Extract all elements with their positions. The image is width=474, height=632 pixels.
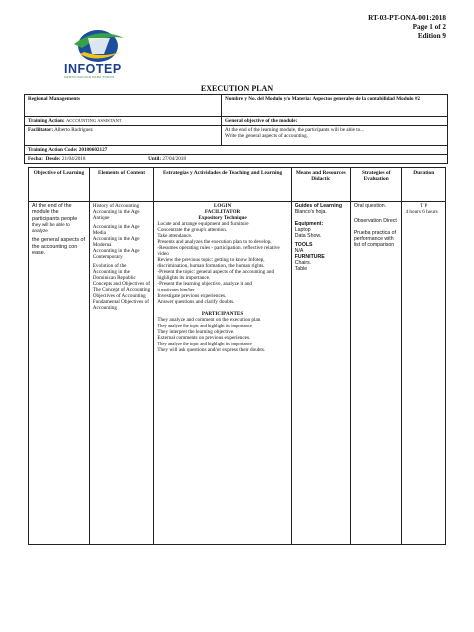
expository-heading: Expository Technique — [198, 215, 247, 221]
datashow-text: Data Show. — [294, 233, 322, 239]
oral-question: Oral question. — [353, 203, 387, 209]
participants-heading: PARTICIPANTES — [201, 311, 244, 317]
facilitator-heading: FACILITATOR — [204, 209, 241, 215]
duration-column — [402, 202, 446, 545]
table-text: Table — [294, 266, 308, 272]
logo-subtext: CERTIFICACION PARA TODOS — [64, 75, 115, 79]
guides-label: Guides of Learning — [294, 203, 343, 209]
furniture-label: FURNITURE — [294, 254, 325, 260]
fecha-label: Fecha: — [28, 156, 43, 162]
training-action-value: ACCOUNTING ASSISTANT — [65, 118, 122, 123]
participant-item: They interpret the learning objective. — [157, 329, 235, 335]
header-means: Means and Resources Didactic — [291, 168, 350, 202]
element-item: Accounting in the Age Media — [92, 224, 140, 236]
element-item: Accounting in the Age Antique — [92, 209, 140, 221]
plan-table — [28, 167, 446, 545]
header-evaluation: Strategies of Evaluation — [350, 168, 402, 202]
strategy-item: Take attendance. — [157, 233, 193, 239]
participant-item: External comments on previous experiences. — [157, 335, 251, 341]
tools-label: TOOLS — [294, 242, 313, 248]
dates-cell — [25, 155, 448, 164]
module-cell — [222, 95, 448, 117]
practice-test: Prueba practica of performance with list of comparison — [353, 230, 396, 248]
objective-label: General objective of the module: — [222, 117, 448, 126]
element-item: Accounting in the Age Moderna — [92, 236, 140, 248]
header-strategies: Estrategias y Actividades de Teaching and Learning — [154, 168, 291, 202]
evaluation-column — [350, 202, 402, 545]
doc-code: RT-03-PT-ONA-001:2018 — [368, 14, 446, 22]
element-item: History of Accounting — [92, 203, 140, 209]
strategy-item: Answer questions and clarify doubts. — [157, 299, 235, 305]
objective-text-1: At the end of the module the participants people — [32, 203, 78, 222]
desde-label: Desde: — [45, 156, 61, 162]
training-action-label: Training Action: — [28, 118, 65, 124]
participant-item: They will ask questions and/or express their doubts. — [157, 347, 266, 353]
element-item: Concepts and Objectives of The Concept of Accounting Objectives of Accounting — [92, 281, 151, 299]
elements-column — [89, 202, 154, 545]
equipment-label: Equipment: — [294, 221, 324, 227]
document-code-block — [368, 14, 446, 41]
facilitator-value: Alberto Rodriguez — [54, 127, 93, 133]
desde-value: 21/04/2018 — [61, 156, 86, 162]
strategy-item: -Resumes operating rules - participation. reflective relative video — [157, 245, 280, 257]
until-value: 27/04/2018 — [162, 156, 186, 162]
laptop-text: Laptop — [294, 227, 311, 233]
duration-hours: 4 hours 6 hours — [405, 209, 438, 215]
participant-item: They analyze and comment on the execution plan — [157, 317, 261, 323]
objective-text-3: the general aspects of the accounting con ease. — [32, 237, 86, 257]
strategy-item: Review the previous topic: getting to know Infotep, discrimination, human formation, the human rights. — [157, 257, 265, 269]
objective-line-2: Write the general aspects of accounting. — [225, 133, 309, 139]
logo-text: INFOTEP — [64, 62, 122, 76]
observation-direct: Observation Direct — [353, 218, 397, 224]
regional-label: Regional Managements — [25, 95, 222, 117]
element-item: Evolution of the Accounting in the Dominican Republic — [92, 263, 136, 281]
header-duration: Duration — [402, 168, 446, 202]
module-value: Aspectos generales de la contabilidad Modulo #2 — [312, 96, 421, 102]
strategy-item: it motivates him/her — [157, 287, 195, 292]
strategies-column — [154, 202, 291, 545]
means-column — [291, 202, 350, 545]
strategy-item: Presents and analyzes the execution plan to to develop. — [157, 239, 272, 245]
header-elements: Elements of Content — [89, 168, 154, 202]
strategy-item: Concentrate the group's attention. — [157, 227, 228, 233]
info-table — [24, 94, 448, 164]
objective-column — [29, 202, 90, 545]
chairs-text: Chairs. — [294, 260, 312, 266]
header-objective: Objective of Learning — [29, 168, 90, 202]
until-label: Until: — [148, 156, 162, 162]
strategy-item: Investigate previous experiences. — [157, 293, 227, 299]
participant-item: They analyze the topic and highlight its importance — [157, 323, 252, 328]
strategy-item: -Present the topic: general aspects of the accounting and highlights its importance. — [157, 269, 275, 281]
strategy-item: Locate and arrange equipment and furniture — [157, 221, 249, 227]
login-heading: LOGIN — [213, 203, 232, 209]
objective-cell — [222, 126, 448, 146]
training-code: Training Action Code: 20180602127 — [25, 146, 448, 155]
duration-tp: T P — [420, 203, 428, 209]
page-title: EXECUTION PLAN — [200, 84, 274, 93]
participant-item: They analyze the topic and highlight its importance — [157, 341, 252, 346]
objective-text-2: they will be able to analyze — [32, 222, 70, 234]
na-text: N/A — [294, 248, 304, 254]
strategy-item: -Present the learning objective, analyze it and — [157, 281, 253, 287]
element-item: Accounting in the Age Contemporary — [92, 248, 140, 260]
training-action-cell — [25, 117, 222, 126]
facilitator-label: Facilitator: — [28, 127, 54, 133]
edition: Edition 9 — [417, 32, 446, 40]
module-label: Nombre y No. del Modulo y/o Materia: — [225, 96, 312, 102]
objective-line-1: At the end of the learning module, the participants will be able to... — [225, 127, 365, 133]
element-item: Fundamental Objectives of Accounting — [92, 299, 149, 311]
blancos-text: Blanco's hoja. — [294, 209, 327, 215]
page-number: Page 1 of 2 — [412, 23, 446, 31]
facilitator-cell — [25, 126, 222, 146]
